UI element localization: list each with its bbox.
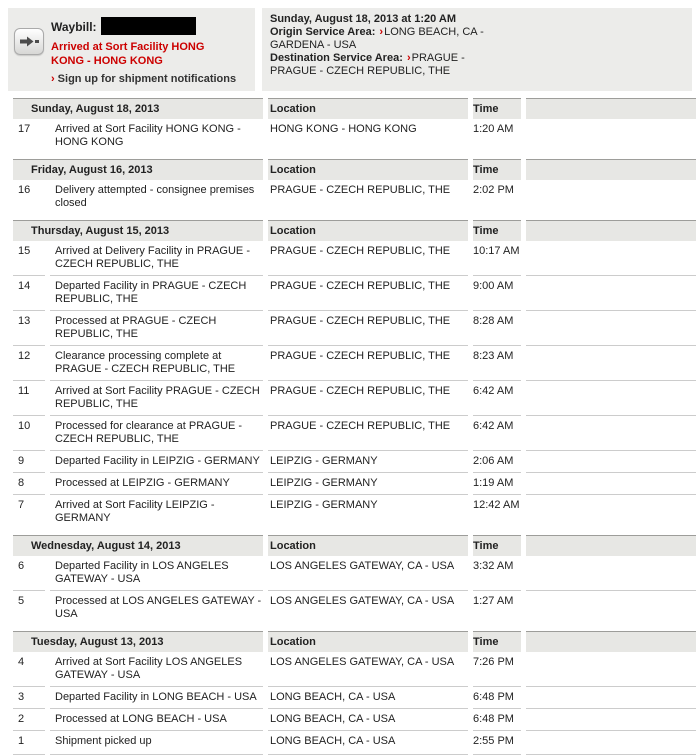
- event-row-number: 5: [13, 590, 45, 625]
- event-description: Departed Facility in PRAGUE - CZECH REPUBLIC, THE: [50, 275, 263, 310]
- event-filler: [526, 310, 696, 345]
- event-filler: [526, 119, 696, 153]
- event-location: LEIPZIG - GERMANY: [268, 472, 468, 494]
- event-filler: [526, 556, 696, 590]
- event-row-number: 10: [13, 415, 45, 450]
- event-description: Departed Facility in LOS ANGELES GATEWAY - USA: [55, 560, 229, 585]
- event-row-number: 4: [18, 656, 25, 668]
- event-description: Processed for clearance at PRAGUE - CZECH REPUBLIC, THE: [50, 415, 263, 450]
- event-time: 9:00 AM: [473, 275, 521, 310]
- event-location: LOS ANGELES GATEWAY, CA - USA: [268, 590, 468, 625]
- event-filler: [526, 380, 696, 415]
- date-section: [13, 220, 696, 529]
- event-filler: [526, 345, 696, 380]
- origin-service-area: [270, 26, 507, 52]
- date-section: [13, 535, 696, 625]
- time-column-header: Time: [473, 159, 521, 180]
- event-location: HONG KONG - HONG KONG: [270, 123, 417, 135]
- event-time: 2:55 PM: [473, 730, 521, 755]
- event-time: 10:17 AM: [473, 245, 520, 257]
- event-time: 1:19 AM: [473, 472, 521, 494]
- event-time: 6:42 AM: [473, 380, 521, 415]
- event-time: 8:28 AM: [473, 310, 521, 345]
- event-filler: [526, 241, 696, 275]
- time-column-header: Time: [473, 98, 521, 119]
- event-location: PRAGUE - CZECH REPUBLIC, THE: [268, 415, 468, 450]
- event-description: Arrived at Sort Facility HONG KONG - HONG KONG: [55, 123, 241, 148]
- event-location: PRAGUE - CZECH REPUBLIC, THE: [268, 275, 468, 310]
- event-filler: [526, 494, 696, 529]
- section-date-header: Friday, August 16, 2013: [13, 159, 263, 180]
- event-time: 6:42 AM: [473, 415, 521, 450]
- origin-value: LONG BEACH, CA - GARDENA - USA: [270, 26, 484, 51]
- event-time: 2:06 AM: [473, 450, 521, 472]
- event-description: Processed at LOS ANGELES GATEWAY - USA: [50, 590, 263, 625]
- section-date-header: Thursday, August 15, 2013: [13, 220, 263, 241]
- event-location: PRAGUE - CZECH REPUBLIC, THE: [270, 245, 451, 257]
- date-section: [13, 98, 696, 153]
- event-row-number: 6: [18, 560, 25, 572]
- tracking-sections: [13, 98, 696, 755]
- time-column-header: Time: [473, 631, 521, 652]
- event-row-number: 2: [13, 708, 45, 730]
- event-filler: [526, 450, 696, 472]
- event-time: 12:42 AM: [473, 494, 521, 529]
- event-filler: [526, 730, 696, 755]
- waybill-label: Waybill:: [51, 20, 97, 34]
- arrow-right-into-bar-icon: [20, 36, 39, 47]
- event-filler: [526, 686, 696, 708]
- signup-label: Sign up for shipment notifications: [57, 73, 237, 85]
- location-column-header: Location: [268, 220, 468, 241]
- event-row-number: 11: [13, 380, 45, 415]
- section-date-header: Sunday, August 18, 2013: [13, 98, 263, 119]
- event-time: 3:32 AM: [473, 560, 514, 572]
- event-description: Departed Facility in LONG BEACH - USA: [50, 686, 263, 708]
- chevron-right-icon: ›: [51, 73, 55, 85]
- event-row-number: 7: [13, 494, 45, 529]
- waybill-status-panel: [8, 8, 255, 91]
- event-description: Arrived at Sort Facility PRAGUE - CZECH REPUBLIC, THE: [50, 380, 263, 415]
- event-description: Departed Facility in LEIPZIG - GERMANY: [50, 450, 263, 472]
- event-time: 1:27 AM: [473, 590, 521, 625]
- event-description: Processed at LONG BEACH - USA: [50, 708, 263, 730]
- event-description: Arrived at Delivery Facility in PRAGUE - CZECH REPUBLIC, THE: [55, 245, 250, 270]
- event-location: LONG BEACH, CA - USA: [268, 708, 468, 730]
- event-filler: [526, 275, 696, 310]
- event-filler: [526, 415, 696, 450]
- event-description: Delivery attempted - consignee premises closed: [55, 184, 255, 209]
- event-location: PRAGUE - CZECH REPUBLIC, THE: [268, 310, 468, 345]
- header-filler: [526, 98, 696, 119]
- time-column-header: Time: [473, 220, 521, 241]
- destination-service-area: [270, 52, 507, 78]
- header-filler: [526, 159, 696, 180]
- destination-value: PRAGUE - PRAGUE - CZECH REPUBLIC, THE: [270, 52, 465, 77]
- event-time: 6:48 PM: [473, 708, 521, 730]
- event-location: PRAGUE - CZECH REPUBLIC, THE: [268, 380, 468, 415]
- event-time: 2:02 PM: [473, 184, 514, 196]
- destination-label: Destination Service Area:: [270, 52, 403, 64]
- event-time: 7:26 PM: [473, 656, 514, 668]
- event-location: PRAGUE - CZECH REPUBLIC, THE: [268, 345, 468, 380]
- service-area-panel: [262, 8, 692, 91]
- chevron-right-icon: ›: [406, 52, 411, 64]
- shipment-summary-header: [8, 8, 692, 91]
- location-column-header: Location: [268, 98, 468, 119]
- shipment-tracking-page: [0, 8, 700, 747]
- event-filler: [526, 708, 696, 730]
- event-row-number: 3: [13, 686, 45, 708]
- event-row-number: 1: [13, 730, 45, 755]
- latest-status-text: Arrived at Sort Facility HONG KONG - HONG KONG: [51, 41, 205, 67]
- event-row-number: 15: [18, 245, 31, 257]
- chevron-right-icon: ›: [379, 26, 384, 38]
- event-description: Shipment picked up: [50, 730, 263, 755]
- event-location: LOS ANGELES GATEWAY, CA - USA: [270, 656, 455, 668]
- header-filler: [526, 220, 696, 241]
- location-column-header: Location: [268, 535, 468, 556]
- event-filler: [526, 652, 696, 686]
- event-row-number: 9: [13, 450, 45, 472]
- event-time: 1:20 AM: [473, 123, 514, 135]
- header-filler: [526, 535, 696, 556]
- event-row-number: 14: [13, 275, 45, 310]
- event-row-number: 13: [13, 310, 45, 345]
- event-location: LEIPZIG - GERMANY: [268, 450, 468, 472]
- shipment-status-toggle[interactable]: [14, 28, 44, 55]
- waybill-number-redacted: [101, 17, 196, 35]
- date-section: [13, 631, 696, 755]
- event-description: Arrived at Sort Facility LOS ANGELES GATEWAY - USA: [55, 656, 243, 681]
- time-column-header: Time: [473, 535, 521, 556]
- event-description: Processed at LEIPZIG - GERMANY: [50, 472, 263, 494]
- section-date-header: Wednesday, August 14, 2013: [13, 535, 263, 556]
- event-description: Processed at PRAGUE - CZECH REPUBLIC, THE: [50, 310, 263, 345]
- section-date-header: Tuesday, August 13, 2013: [13, 631, 263, 652]
- location-column-header: Location: [268, 631, 468, 652]
- event-filler: [526, 180, 696, 214]
- event-location: LONG BEACH, CA - USA: [268, 730, 468, 755]
- event-description: Clearance processing complete at PRAGUE - CZECH REPUBLIC, THE: [50, 345, 263, 380]
- event-row-number: 8: [13, 472, 45, 494]
- event-row-number: 12: [13, 345, 45, 380]
- event-row-number: 17: [18, 123, 31, 135]
- date-section: [13, 159, 696, 214]
- location-column-header: Location: [268, 159, 468, 180]
- event-time: 8:23 AM: [473, 345, 521, 380]
- header-filler: [526, 631, 696, 652]
- event-description: Arrived at Sort Facility LEIPZIG - GERMANY: [50, 494, 263, 529]
- event-row-number: 16: [18, 184, 31, 196]
- origin-label: Origin Service Area:: [270, 26, 376, 38]
- event-filler: [526, 590, 696, 625]
- event-location: LONG BEACH, CA - USA: [268, 686, 468, 708]
- waybill-line: [51, 17, 239, 35]
- event-location: PRAGUE - CZECH REPUBLIC, THE: [270, 184, 451, 196]
- event-location: LOS ANGELES GATEWAY, CA - USA: [270, 560, 455, 572]
- signup-notifications-link[interactable]: [51, 73, 239, 85]
- event-filler: [526, 472, 696, 494]
- event-time: 6:48 PM: [473, 686, 521, 708]
- summary-datetime: Sunday, August 18, 2013 at 1:20 AM: [270, 13, 457, 25]
- event-location: LEIPZIG - GERMANY: [268, 494, 468, 529]
